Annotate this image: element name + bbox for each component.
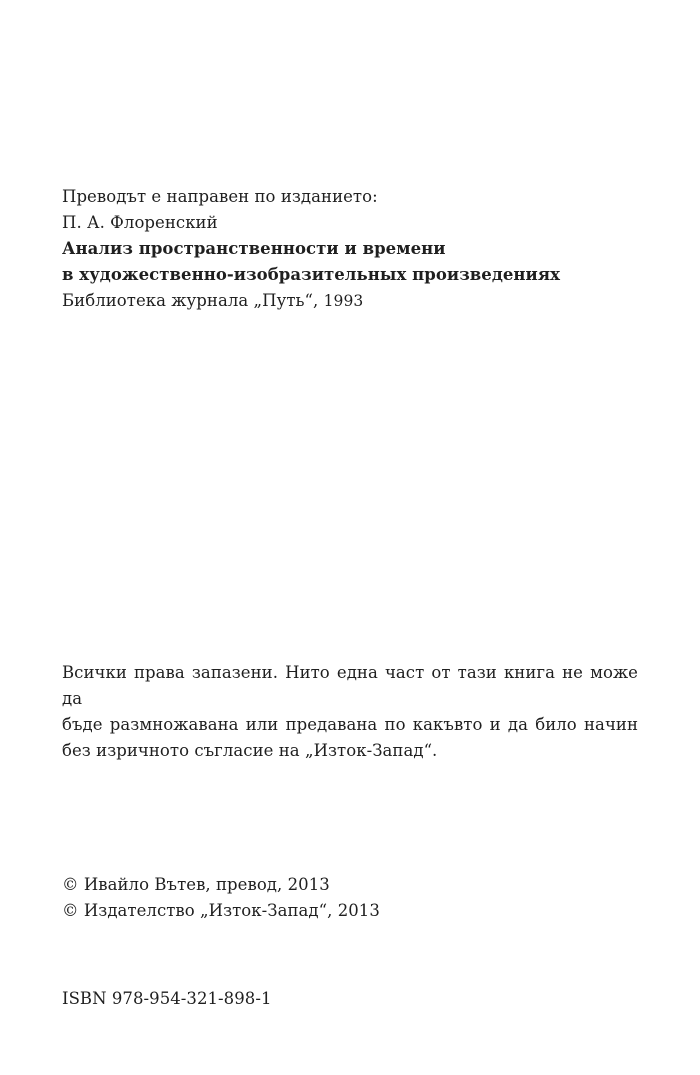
copyright-translation: © Ивайло Вътев, превод, 2013 bbox=[62, 875, 330, 894]
source-publisher bbox=[62, 288, 652, 314]
source-author: П. А. Флоренский bbox=[62, 213, 218, 232]
rights-line-2: бъде размножавана или предавана по какъвто и да било начин bbox=[62, 715, 638, 734]
source-intro: Преводът е направен по изданието: bbox=[62, 187, 378, 206]
source-title-line-2: в художественно-изобразительных произведениях bbox=[62, 265, 560, 284]
rights-line-1: Всички права запазени. Нито една част от тази книга не може да bbox=[62, 663, 638, 708]
source-title-line-1: Анализ пространственности и времени bbox=[62, 239, 446, 258]
source-publisher-name: Библиотека журнала „Путь“, bbox=[62, 291, 324, 310]
rights-notice bbox=[62, 660, 638, 764]
isbn-number: ISBN 978-954-321-898-1 bbox=[62, 989, 272, 1008]
copyright-publisher: © Издателство „Изток-Запад“, 2013 bbox=[62, 901, 380, 920]
copyright-block bbox=[62, 872, 652, 924]
rights-line-3: без изричното съгласие на „Изток-Запад“. bbox=[62, 741, 438, 760]
source-year: 1993 bbox=[323, 292, 364, 310]
source-edition-block bbox=[62, 184, 652, 314]
isbn-block bbox=[62, 986, 652, 1012]
